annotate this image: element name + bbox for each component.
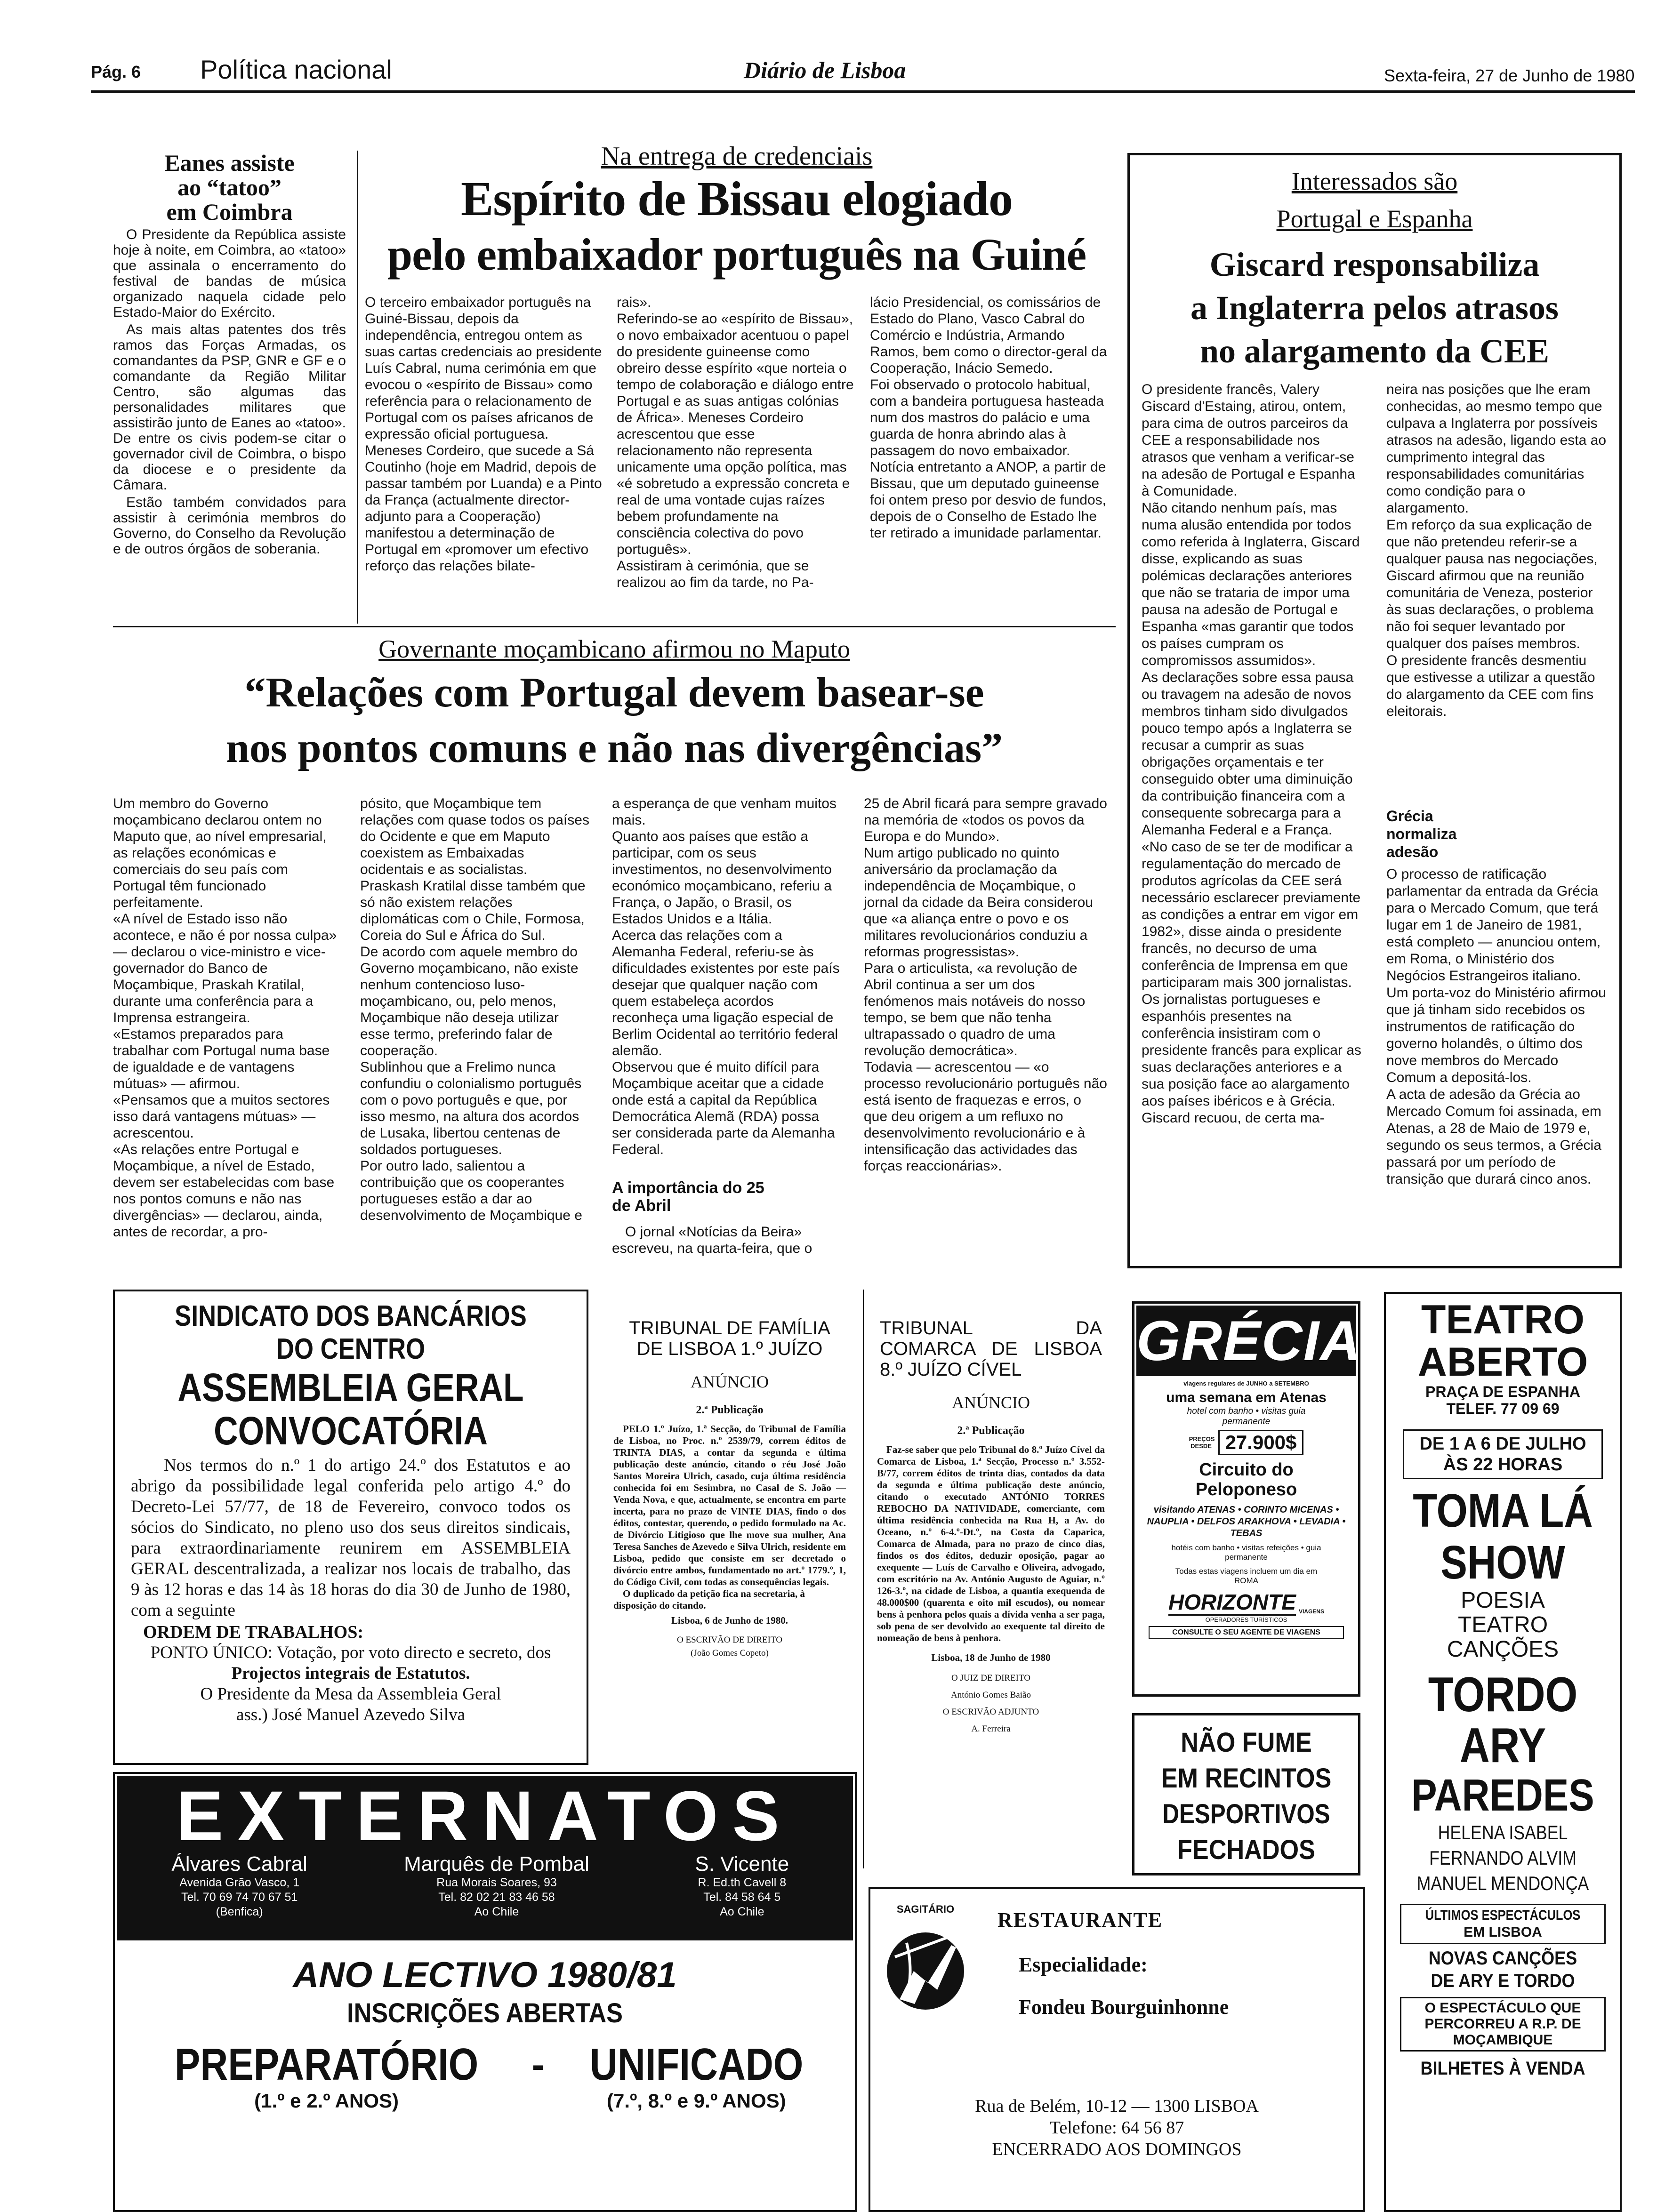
- ad-externatos-title: EXTERNATOS: [176, 1776, 794, 1855]
- ad-restaurante-logo: [881, 1900, 970, 2028]
- ad-teatro-genre-3: CANÇÕES: [1447, 1637, 1559, 1662]
- ad-teatro-show-1: TOMA LÁ: [1413, 1484, 1593, 1537]
- article-maputo: [113, 633, 1116, 776]
- article-cee: [1139, 165, 1610, 373]
- article-cee-col-1: O presidente francês, Valery Giscard d'Estaing, atirou, ontem, para cima de outros parceiros da CEE a responsabilidade nos atrasos que venham a verificar-se na adesão de Portugal e Espanha à Comunidade. Não citando nenhum país, mas numa alusão entendida por todos como referida à Inglaterra, Giscard disse, explicando as suas polémicas declarações anteriores que não se trataria de impor uma pausa na adesão de Portugal e Espanha «mas garantir que todos os países cumpram os compromissos assumidos». As declarações sobre essa pausa ou travagem na adesão de novos membros tinham sido divulgados pouco tempo após a Inglaterra se recusar a cumprir as suas obrigações orçamentais e ter conseguido obter uma diminuição da contribuição financeira com a consequente sobrecarga para a Alemanha Federal e a França. «No caso de se ter de modificar a regulamentação do mercado de produtos agrícolas da CEE será necessário esclarecer previamente as condições a entrar em vigor em 1982», disse ainda o presidente francês, no decurso de uma conferência de Imprensa em que participaram mais 300 jornalistas. Os jornalistas portugueses e espanhóis presentes na conferência insistiram com o presidente francês para explicar as suas declarações anteriores e a sua posição face ao alargamento aos países ibéricos e à Grécia. Giscard recuou, de certa ma-: [1142, 382, 1361, 1126]
- title-line: ASSEMBLEIA GERAL: [177, 1365, 524, 1410]
- ad-teatro-dates-box: [1403, 1429, 1603, 1479]
- ad-tribunal-familia: [605, 1318, 854, 1760]
- ad-grecia-line-3: hotel com banho • visitas guia permanente: [1187, 1406, 1306, 1427]
- ad-teatro-tickets: BILHETES À VENDA: [1420, 2058, 1585, 2079]
- article-eanes-headline: [113, 151, 346, 224]
- headline-line: Eanes assiste: [164, 150, 295, 176]
- masthead-rule: [91, 90, 1635, 93]
- ad-tribunal-familia-sign-1: O ESCRIVÃO DE DIREITO: [677, 1635, 782, 1645]
- paragraph: O Presidente da República assiste hoje à noite, em Coimbra, ao «tatoo» que assinala o encerramento do festival de bandas de música organizado naquela cidade pelo Estado-Maior do Exército.: [113, 227, 346, 320]
- article-bissau-col-2: rais». Referindo-se ao «espírito de Bissau», o novo embaixador acentuou o papel do presidente guineense como obreiro desse espírito «que norteia o tempo de colaboração e diálogo entre Portugal e as suas antigas colónias de África». Meneses Cordeiro acrescentou que esse relacionamento não representa unicamente uma opção política, mas «é sobretudo a expressão concreta e real de uma vontade cujas raízes bebem profundamente na consciência colectiva do povo português». Assistiram à cerimónia, que se realizou ao fim da tarde, no Pa-: [617, 295, 854, 590]
- ad-sindicato-sign-1: O Presidente da Mesa da Assembleia Geral: [200, 1684, 501, 1704]
- headline-line: ao “tatoo”: [177, 174, 282, 200]
- ad-grecia-line-2: uma semana em Atenas: [1166, 1390, 1327, 1405]
- ad-externatos-school: [138, 1853, 341, 1919]
- ad-tribunal-comarca-pub: 2.ª Publicação: [957, 1425, 1025, 1437]
- ad-tribunal-comarca-sign-1: O JUIZ DE DIREITO: [951, 1673, 1030, 1683]
- school-tel: Tel. 84 58 64 5: [703, 1891, 781, 1904]
- ad-teatro-title-2: ABERTO: [1417, 1339, 1588, 1385]
- article-maputo-col-3: a esperança de que venham muitos mais. Quanto aos países que estão a participar, com os seus investimentos, no desenvolvimento económico moçambicano, referiu a França, o Japão, o Brasil, os Estados Unidos e a Itália. Acerca das relações com a Alemanha Federal, referiu-se às dificuldades existentes por este país desejar que qualquer nação com quem estabeleça acordos reconheça uma ligação especial de Berlim Ocidental ao território federal alemão. Observou que é muito difícil para Moçambique aceitar que a cidade onde está a capital da República Democrática Alemã (RDA) possa ser considerada parte da Alemanha Federal.: [612, 796, 840, 1157]
- ad-teatro-tour-3: MOÇAMBIQUE: [1453, 2032, 1553, 2048]
- ad-restaurante-tel: Telefone: 64 56 87: [1049, 2118, 1184, 2138]
- ad-teatro-cast-2: FERNANDO ALVIM: [1429, 1847, 1577, 1869]
- school-name: S. Vicente: [695, 1852, 789, 1875]
- ad-nao-fume-line: NÃO FUME: [1181, 1727, 1312, 1758]
- article-maputo-subhead: A importância do 25 de Abril: [612, 1179, 764, 1215]
- ad-tribunal-comarca-title: TRIBUNAL DA COMARCA DE LISBOA 8.º JUÍZO CÍVEL: [880, 1318, 1102, 1380]
- ad-grecia-line-1: viagens regulares de JUNHO a SETEMBRO: [1183, 1380, 1309, 1387]
- ad-grecia-brand: HORIZONTE: [1168, 1590, 1296, 1616]
- ad-teatro-address-1: PRAÇA DE ESPANHA: [1425, 1383, 1580, 1400]
- section-rule: [113, 626, 1116, 627]
- headline-line: Giscard responsabiliza: [1209, 246, 1540, 283]
- ad-tribunal-familia-body: PELO 1.º Juízo, 1.ª Secção, do Tribunal de Família de Lisboa, no Proc. n.º 2539/79, correm éditos de TRINTA DIAS, a contar da segunda e última publicação deste anúncio, citando o réu José João Santos Moreira Ulrich, casado, cuja última residência conhecida foi em Sesimbra, no Casal de S. João — Venda Nova, e que, actualmente, se encontra em parte incerta, para no prazo de VINTE DIAS, findo o dos éditos, contestar, querendo, o pedido formulado na Ac. de Divórcio Litigioso que lhe move sua mulher, Ana Teresa Sanches de Azevedo e Silva Ulrich, residente em Lisboa, pedido que consiste em ser decretado o divórcio entre ambos, fundamentado no art.º 1779.º, 1, do Código Civil, com todas as consequências legais.: [613, 1423, 846, 1587]
- ad-teatro-last-box: [1400, 1904, 1606, 1944]
- ad-teatro-cast-1: HELENA ISABEL: [1438, 1821, 1568, 1843]
- article-cee-subhead: Grécia normaliza adesão: [1386, 808, 1457, 860]
- article-bissau-col-1: O terceiro embaixador português na Guiné-Bissau, depois da independência, entregou ontem as suas cartas credenciais ao presidente Luís Cabral, numa cerimónia em que evocou o «espírito de Bissau» como referência para o relacionamento de Portugal com os países africanos de expressão oficial portuguesa. Meneses Cordeiro, que sucede a Sá Coutinho (hoje em Madrid, depois de passar também por Luanda) e a Pinto da França (actualmente director-adjunto para a Cooperação) manifestou a determinação de Portugal em «promover um efectivo reforço das relações bilate-: [365, 295, 602, 574]
- article-maputo-subhead-body: O jornal «Notícias da Beira» escreveu, na quarta-feira, que o: [612, 1224, 812, 1256]
- ad-tribunal-familia-duplicado: O duplicado da petição fica na secretaria, à disposição do citando.: [613, 1588, 805, 1611]
- ad-nao-fume-line: EM RECINTOS: [1161, 1763, 1332, 1794]
- ad-grecia-circuito: Circuito do Peloponeso: [1195, 1460, 1297, 1499]
- ad-teatro-genre-1: POESIA: [1461, 1588, 1545, 1613]
- ad-externatos-schools: [117, 1853, 853, 1919]
- paper-name: Diário de Lisboa: [744, 57, 906, 83]
- headline-line: a Inglaterra pelos atrasos: [1190, 289, 1559, 327]
- ad-sindicato-ordem: ORDEM DE TRABALHOS:: [143, 1622, 364, 1642]
- ad-teatro-novas-2: DE ARY E TORDO: [1431, 1971, 1575, 1991]
- headline-line: nos pontos comuns e não nas divergências”: [225, 725, 1003, 771]
- ad-sindicato-title: [150, 1300, 551, 1452]
- ad-tribunal-familia-pub: 2.ª Publicação: [696, 1404, 764, 1416]
- page-number: Pág. 6: [91, 62, 141, 81]
- unif-label: UNIFICADO: [589, 2039, 803, 2090]
- ad-teatro-artist-3: PAREDES: [1411, 1770, 1594, 1820]
- article-bissau-col-3: lácio Presidencial, os comissários de Estado do Plano, Vasco Cabral do Comércio e Indústria, Armando Ramos, bem como o director-geral da Cooperação, Inácio Semedo. Foi observado o protocolo habitual, com a bandeira portuguesa hasteada num dos mastros do palácio e uma guarda de honra abrindo alas à passagem do novo embaixador. Notícia entretanto a ANOP, a partir de Bissau, que um deputado guineense foi ontem preso por desvio de fundos, depois de o Conselho de Estado lhe ter retirado a imunidade parlamentar.: [870, 295, 1107, 541]
- ad-sindicato-sign-2: ass.) José Manuel Azevedo Silva: [236, 1705, 466, 1724]
- ad-externatos-unif: [571, 2040, 822, 2113]
- paragraph: As mais altas patentes dos três ramos das Forças Armadas, os comandantes da PSP, GNR e GF e o comandante da Região Militar Centro, são algumas das personalidades militares que assistirão junto de Eanes ao «tatoo». De entre os civis podem-se citar o governador civil de Coimbra, o bispo da diocese e o presidente da Câmara.: [113, 322, 346, 493]
- ad-tribunal-comarca-sign-2: António Gomes Baião: [951, 1690, 1031, 1700]
- ad-grecia-line-5: Todas estas viagens incluem um dia em ROMA: [1175, 1567, 1318, 1585]
- article-maputo-col-2: pósito, que Moçambique tem relações com quase todos os países do Ocidente e que em Maputo coexistem as Embaixadas ocidentais e as socialistas. Praskash Kratilal disse também que só não existem relações diplomáticas com o Chile, Formosa, Coreia do Sul e África do Sul. De acordo com aquele membro do Governo moçambicano, não existe nenhum contencioso luso-moçambicano, ou, pelo menos, Moçambique não deseja utilizar esse termo, preferindo falar de cooperação. Sublinhou que a Frelimo nunca confundiu o colonialismo português com o povo português e que, por isso mesmo, na altura dos acordos de Lusaka, libertou centenas de soldados portugueses. Por outro lado, salientou a contribuição que os cooperantes portugueses estão a dar ao desenvolvimento de Moçambique e: [360, 796, 589, 1223]
- section-title: Política nacional: [200, 55, 392, 84]
- ad-grecia-price-row: [1134, 1430, 1358, 1455]
- ad-grecia-visitando: visitando ATENAS • CORINTO MICENAS • NAUPLIA • DELFOS ARAKHOVA • LEVADIA • TEBAS: [1147, 1505, 1346, 1539]
- ad-sindicato-ponto: PONTO ÚNICO: Votação, por voto directo e secreto, dos: [150, 1643, 551, 1662]
- ad-teatro-tour-2: PERCORREU A R.P. DE: [1424, 2016, 1581, 2032]
- ad-tribunal-comarca-body: Faz-se saber que pelo Tribunal do 8.º Juízo Cível da Comarca de Lisboa, 1.ª Secção, Processo n.º 3.552-B/77, correm éditos de trinta dias, contados da data da segunda e última publicação deste anúncio, citando o executado ANTÓNIO TORRES REBOCHO DA NATIVIDADE, comerciante, com última residência conhecida na Rua H, a Av. do Oceano, n.º 6-4.º-Dt.º, na Costa da Caparica, Comarca de Almada, para no prazo de cinco dias, findos os dos éditos, deduzir oposição, pagar ao exequente — Luís de Carvalho e Oliveira, advogado, com escritório na Av. António Augusto de Aguiar, n.º 126-3.º, na cidade de Lisboa, a quantia exequenda de 48.000$00 (quarenta e oito mil escudos), ou nomear bens à penhora pelos quais a dívida venha a ser paga, sob pena de ser devolvido ao exequente tal direito de nomeação de bens à penhora.: [877, 1444, 1105, 1643]
- article-bissau-kicker: Na entrega de credenciais: [601, 142, 873, 171]
- ad-nao-fume-line: FECHADOS: [1177, 1835, 1315, 1865]
- ad-divider: [863, 1290, 864, 1868]
- ad-grecia-line-4: hotéis com banho • visitas refeições • guia permanente: [1171, 1543, 1321, 1562]
- ad-teatro-dates-2: ÀS 22 HORAS: [1443, 1455, 1563, 1475]
- article-cee-subhead-body: O processo de ratificação parlamentar da entrada da Grécia para o Mercado Comum, que terá lugar em 1 de Janeiro de 1981, está completo — anunciou ontem, em Roma, o Ministério dos Negócios Estrangeiros italiano. Um porta-voz do Ministério afirmou que já tinham sido recebidos os instrumentos de ratificação do governo holandês, o último dos nove membros do Mercado Comum a depositá-los. A acta de adesão da Grécia ao Mercado Comum foi assinada, em Atenas, a 28 de Maio de 1979 e, segundo os seus termos, a Grécia passará por um período de transição que durará cinco anos.: [1386, 866, 1606, 1187]
- ad-teatro-artist-2: ARY: [1459, 1718, 1546, 1773]
- ad-teatro-novas-1: NOVAS CANÇÕES: [1428, 1948, 1577, 1969]
- ad-tribunal-familia-title: TRIBUNAL DE FAMÍLIA DE LISBOA 1.º JUÍZO: [629, 1318, 830, 1359]
- headline-line: Espírito de Bissau elogiado: [460, 172, 1013, 226]
- school-address: Rua Morais Soares, 93: [436, 1876, 557, 1889]
- article-cee-headline: [1139, 243, 1610, 373]
- prep-label: PREPARATÓRIO: [174, 2039, 479, 2090]
- article-cee-col-2: neira nas posições que lhe eram conhecidas, ao mesmo tempo que culpava a Inglaterra por possíveis atrasos na adesão, ligando esta ao cumprimento integral das responsabilidades comunitárias como condição para o alargamento. Em reforço da sua explicação de que não pretendeu referir-se a qualquer pausa nas negociações, Giscard afirmou que na reunião comunitária de Veneza, posterior às suas declarações, o problema não foi sequer levantado por qualquer dos países membros. O presidente francês desmentiu que estivesse a utilizar a questão do alargamento da CEE com fins eleitorais.: [1386, 382, 1607, 719]
- ad-sindicato: [113, 1290, 588, 1765]
- ad-externatos-school: [652, 1853, 831, 1919]
- ad-grecia-line-6: OPERADORES TURÍSTICOS: [1205, 1616, 1287, 1623]
- ad-nao-fume: [1132, 1713, 1360, 1875]
- school-area: Ao Chile: [720, 1905, 764, 1918]
- ad-externatos-banner: [117, 1776, 853, 1940]
- ad-grecia-price: 27.900$: [1218, 1430, 1304, 1455]
- ad-externatos-levels: [148, 2040, 822, 2113]
- ad-tribunal-comarca-date: Lisboa, 18 de Junho de 1980: [931, 1652, 1051, 1663]
- ad-grecia-brand-sub: VIAGENS: [1298, 1608, 1324, 1615]
- article-cee-kicker-2: Portugal e Espanha: [1276, 205, 1473, 233]
- school-tel: Tel. 82 02 21 83 46 58: [438, 1891, 555, 1904]
- school-name: Álvares Cabral: [171, 1852, 307, 1875]
- ad-restaurante-closed: ENCERRADO AOS DOMINGOS: [992, 2140, 1242, 2159]
- title-line: CONVOCATÓRIA: [214, 1409, 488, 1453]
- ad-grecia-brand-row: [1134, 1590, 1358, 1616]
- article-maputo-headline: [113, 665, 1116, 776]
- title-line: DO CENTRO: [276, 1333, 426, 1365]
- unif-years: (7.º, 8.º e 9.º ANOS): [607, 2090, 786, 2112]
- ad-tribunal-comarca: [869, 1318, 1113, 1873]
- ad-teatro-genre-2: TEATRO: [1457, 1612, 1548, 1637]
- ad-tribunal-comarca-anuncio: ANÚNCIO: [952, 1393, 1030, 1412]
- school-area: Ao Chile: [474, 1905, 519, 1918]
- school-address: R. Ed.th Cavell 8: [698, 1876, 787, 1889]
- ad-externatos-prep: [148, 2040, 505, 2113]
- article-cee-kicker-1: Interessados são: [1291, 167, 1458, 195]
- ad-teatro: [1384, 1292, 1622, 2212]
- article-bissau-headline: [358, 171, 1116, 282]
- headline-line: “Relações com Portugal devem basear-se: [244, 669, 984, 716]
- issue-date: Sexta-feira, 27 de Junho de 1980: [1384, 66, 1635, 85]
- sagittarius-archer-icon: [881, 1900, 970, 2028]
- ad-tribunal-familia-anuncio: ANÚNCIO: [691, 1372, 769, 1391]
- ad-grecia-line-7: CONSULTE O SEU AGENTE DE VIAGENS: [1149, 1626, 1344, 1639]
- school-address: Avenida Grão Vasco, 1: [179, 1876, 300, 1889]
- ad-teatro-tour-1: O ESPECTÁCULO QUE: [1424, 2000, 1581, 2016]
- school-area: (Benfica): [216, 1905, 263, 1918]
- ad-restaurante-logo-text: SAGITÁRIO: [896, 1903, 955, 1915]
- ad-grecia: [1132, 1301, 1360, 1697]
- school-name: Marquês de Pombal: [404, 1852, 589, 1875]
- ad-externatos: [113, 1772, 857, 2212]
- prep-years: (1.º e 2.º ANOS): [254, 2090, 399, 2112]
- ad-nao-fume-line: DESPORTIVOS: [1162, 1799, 1330, 1829]
- ad-tribunal-familia-date: Lisboa, 6 de Junho de 1980.: [671, 1615, 788, 1626]
- title-line: SINDICATO DOS BANCÁRIOS: [175, 1300, 527, 1332]
- ad-teatro-address-2: TELEF. 77 09 69: [1446, 1400, 1560, 1417]
- article-maputo-col-4: 25 de Abril ficará para sempre gravado na memória de «todos os povos da Europa e do Mundo». Num artigo publicado no quinto aniversário da proclamação da independência de Moçambique, o jornal da cidade da Beira considerou que «a aliança entre o povo e os militares revolucionários conduziu a reformas progressistas». Para o articulista, «a revolução de Abril continua a ser um dos fenómenos mais notáveis do nosso tempo, se bem que não tenha ultrapassado o quadro de uma revolução democrática». Todavia — acrescentou — «o processo revolucionário português não está isento de fraquezas e erros, o que deu origem a um refluxo no desenvolvimento revolucionário e à intensificação das actividades das forças reaccionárias».: [864, 796, 1107, 1174]
- ad-externatos-school: [384, 1853, 610, 1919]
- masthead: [0, 0, 1657, 89]
- headline-line: pelo embaixador português na Guiné: [387, 229, 1086, 280]
- ad-externatos-dash: -: [531, 2044, 545, 2085]
- ad-teatro-dates-1: DE 1 A 6 DE JULHO: [1419, 1434, 1586, 1454]
- article-maputo-col-1: Um membro do Governo moçambicano declarou ontem no Maputo que, ao nível empresarial, as relações económicas e comerciais do seu país com Portugal têm funcionado perfeitamente. «A nível de Estado isso não acontece, e não é por nossa culpa» — declarou o vice-ministro e vice-governador do Banco de Moçambique, Praskah Kratilal, durante uma conferência para a Imprensa estrangeira. «Estamos preparados para trabalhar com Portugal numa base de igualdade e de vantagens mútuas» — afirmou. «Pensamos que a muitos sectores isso dará vantagens mútuas» — acrescentou. «As relações entre Portugal e Moçambique, a nível de Estado, devem ser estabelecidas com base nos pontos comuns e não nas divergências» — declarou, ainda, antes de recordar, a pro-: [113, 796, 337, 1240]
- ad-externatos-ano: ANO LECTIVO 1980/81: [293, 1955, 677, 1995]
- ad-teatro-last-2: EM LISBOA: [1464, 1924, 1542, 1940]
- article-maputo-kicker: Governante moçambicano afirmou no Maputo: [378, 635, 850, 663]
- ad-tribunal-comarca-sign-3: O ESCRIVÃO ADJUNTO: [942, 1707, 1039, 1717]
- ad-externatos-inscricoes: INSCRIÇÕES ABERTAS: [347, 1998, 623, 2028]
- ad-teatro-show-2: SHOW: [1440, 1536, 1565, 1589]
- ad-restaurante: [869, 1887, 1365, 2212]
- ad-restaurante-dish: Fondeu Bourguinhonne: [1019, 1996, 1229, 2019]
- article-eanes-body: [113, 227, 346, 557]
- ad-teatro-last-1: ÚLTIMOS ESPECTÁCULOS: [1425, 1907, 1581, 1923]
- article-eanes: [113, 151, 346, 621]
- ad-sindicato-projectos: Projectos integrais de Estatutos.: [231, 1664, 470, 1683]
- ad-grecia-title: GRÉCIA: [1136, 1306, 1356, 1376]
- ad-teatro-cast-3: MANUEL MENDONÇA: [1416, 1872, 1589, 1894]
- ad-grecia-precos: PREÇOS DESDE: [1189, 1435, 1215, 1450]
- headline-line: em Coimbra: [166, 199, 293, 225]
- school-tel: Tel. 70 69 74 70 67 51: [181, 1891, 298, 1904]
- ad-teatro-artist-1: TORDO: [1428, 1667, 1578, 1722]
- headline-line: no alargamento da CEE: [1199, 332, 1550, 370]
- ad-tribunal-familia-sign-2: (João Gomes Copeto): [691, 1648, 769, 1658]
- ad-tribunal-comarca-sign-4: A. Ferreira: [971, 1724, 1011, 1734]
- ad-restaurante-title: RESTAURANTE: [997, 1908, 1163, 1931]
- ad-restaurante-espec: Especialidade:: [1019, 1953, 1148, 1976]
- ad-sindicato-body: Nos termos do n.º 1 do artigo 24.º dos Estatutos e ao abrigo da possibilidade legal conferida pelo artigo 4.º do Decreto-Lei 57/77, de 18 de Fevereiro, convoco todos os sócios do Sindicato, no pleno uso dos seus direitos sindicais, para extraordinariamente reunirem em ASSEMBLEIA GERAL descentralizada, a realizar nos locais de trabalho, das 9 às 12 horas e das 14 às 18 horas do dia 30 de Junho de 1980, com a seguinte: [131, 1456, 571, 1620]
- ad-teatro-title-1: TEATRO: [1421, 1297, 1585, 1342]
- ad-teatro-tour-box: [1400, 1997, 1606, 2052]
- ad-restaurante-addr: Rua de Belém, 10-12 — 1300 LISBOA: [975, 2096, 1259, 2116]
- paragraph: Estão também convidados para assistir à cerimónia membros do Governo, do Conselho da Revolução e de outros órgãos de soberania.: [113, 495, 346, 557]
